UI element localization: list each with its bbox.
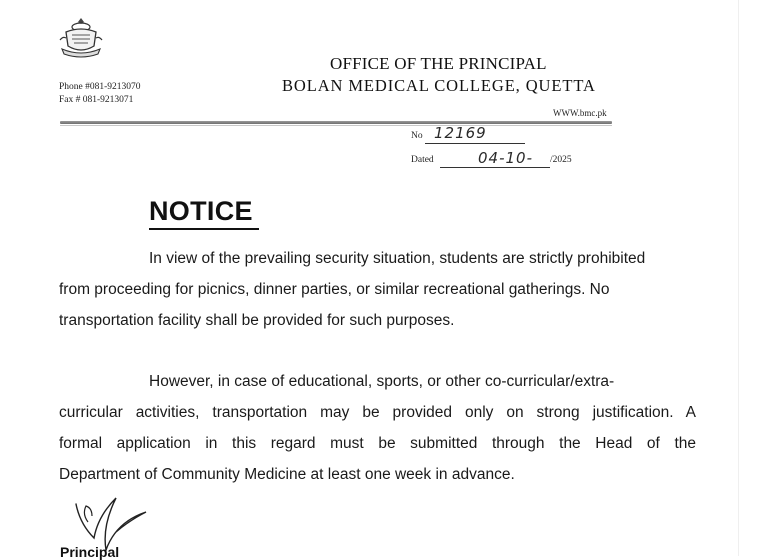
para1-line-2: from proceeding for picnics, dinner parties, or similar recreational gatherings. No (59, 281, 610, 298)
date-value: 04-10- (478, 149, 533, 167)
para1-line-1: In view of the prevailing security situation, students are strictly prohibited (149, 250, 646, 267)
para2-line-3: formal application in this regard must be submitted through the Head of the (59, 435, 696, 452)
dated-label: Dated (411, 155, 434, 165)
reference-no-line (425, 143, 525, 144)
para2-line-4: Department of Community Medicine at least one week in advance. (59, 466, 515, 483)
website-link: WWW.bmc.pk (553, 108, 607, 118)
para2-line-2: curricular activities, transportation may be provided only on strong justification. A (59, 404, 696, 421)
office-title: OFFICE OF THE PRINCIPAL (330, 54, 547, 73)
reference-no-label: No (411, 131, 423, 141)
page-edge (738, 0, 739, 556)
reference-no-value: 12169 (434, 124, 487, 142)
date-year: /2025 (550, 155, 572, 165)
college-name: BOLAN MEDICAL COLLEGE, QUETTA (282, 76, 596, 95)
dated-line (440, 167, 550, 168)
college-crest-icon (58, 16, 104, 60)
para1-line-3: transportation facility shall be provided for such purposes. (59, 312, 455, 329)
notice-heading-underline (149, 228, 259, 230)
header-divider (60, 121, 612, 124)
header-divider-shadow (60, 125, 612, 126)
fax-number: Fax # 081-9213071 (59, 95, 134, 105)
signatory-title: Principal (60, 544, 120, 560)
notice-heading: NOTICE (149, 196, 253, 226)
phone-number: Phone #081-9213070 (59, 82, 141, 92)
para2-line-1: However, in case of educational, sports, or other co-curricular/extra- (149, 373, 615, 390)
